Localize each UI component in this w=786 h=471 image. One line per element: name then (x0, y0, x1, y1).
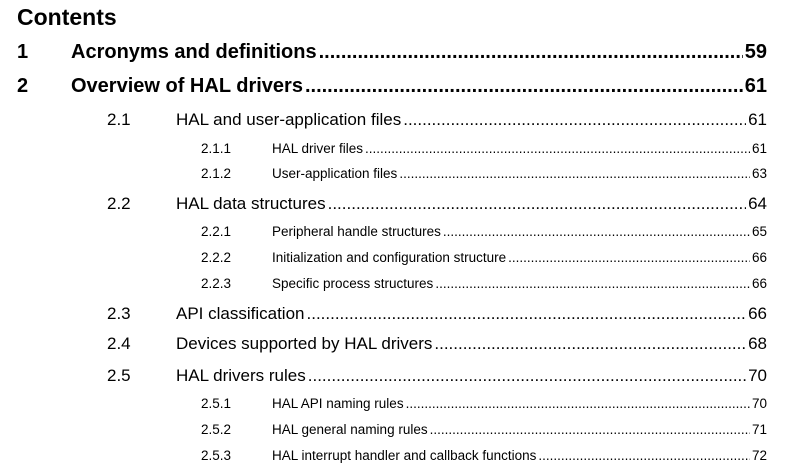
toc-entry-2-2-1[interactable] (201, 224, 767, 239)
toc-number: 2.5.2 (201, 422, 232, 437)
toc-label: HAL general naming rules (272, 422, 428, 437)
toc-page: 66 (751, 276, 767, 291)
dot-leader (308, 366, 746, 386)
toc-entry-2-3[interactable] (107, 304, 767, 324)
toc-entry-1[interactable] (17, 41, 767, 64)
toc-label: HAL data structures (176, 194, 326, 213)
dot-leader (307, 304, 747, 324)
toc-page: 61 (751, 141, 767, 156)
toc-label: HAL drivers rules (176, 366, 306, 385)
toc-number: 2.3 (107, 304, 131, 323)
dot-leader (406, 396, 750, 411)
toc-number: 2.5.3 (201, 448, 232, 463)
toc-page: 70 (748, 366, 767, 385)
toc-number: 2.1.1 (201, 141, 232, 156)
toc-number: 2 (17, 75, 29, 97)
toc-label: HAL API naming rules (272, 396, 404, 411)
toc-label: Acronyms and definitions (71, 41, 317, 63)
toc-label: Specific process structures (272, 276, 434, 291)
toc-page: 71 (751, 422, 767, 437)
toc-page: 65 (751, 224, 767, 239)
toc-number: 2.2.3 (201, 276, 232, 291)
toc-entry-2-5-2[interactable] (201, 422, 767, 437)
toc-number: 2.5.1 (201, 396, 232, 411)
page-title: Contents (17, 4, 117, 30)
toc-page: 68 (748, 334, 767, 353)
toc-entry-2-4[interactable] (107, 334, 767, 354)
dot-leader (319, 41, 743, 64)
toc-number: 2.2.1 (201, 224, 232, 239)
toc-label: Initialization and configuration structure (272, 250, 507, 265)
toc-number: 2.5 (107, 366, 131, 385)
toc-number: 2.1.2 (201, 166, 232, 181)
dot-leader (399, 166, 750, 181)
toc-page: 61 (744, 75, 767, 97)
dot-leader (430, 422, 750, 437)
toc-page: 70 (751, 396, 767, 411)
toc-entry-2-5[interactable] (107, 366, 767, 386)
toc-label: HAL interrupt handler and callback functions (272, 448, 537, 463)
toc-page: 64 (748, 194, 767, 213)
dot-leader (435, 276, 750, 291)
toc-page: 72 (751, 448, 767, 463)
toc-number: 2.4 (107, 334, 131, 353)
toc-entry-2-2[interactable] (107, 194, 767, 214)
toc-entry-2-5-3[interactable] (201, 448, 767, 463)
toc-entry-2[interactable] (17, 75, 767, 98)
toc-entry-2-1-1[interactable] (201, 141, 767, 156)
toc-label: User-application files (272, 166, 398, 181)
toc-page: 63 (751, 166, 767, 181)
toc-entry-2-1[interactable] (107, 110, 767, 130)
dot-leader (403, 110, 746, 130)
toc-number: 2.2 (107, 194, 131, 213)
dot-leader (434, 334, 746, 354)
dot-leader (443, 224, 750, 239)
toc-label: Devices supported by HAL drivers (176, 334, 433, 353)
toc-entry-2-2-3[interactable] (201, 276, 767, 291)
toc-page: 59 (744, 41, 767, 63)
toc-entry-2-5-1[interactable] (201, 396, 767, 411)
dot-leader (305, 75, 743, 98)
toc-label: HAL driver files (272, 141, 364, 156)
dot-leader (328, 194, 746, 214)
toc-label: HAL and user-application files (176, 110, 402, 129)
toc-label: Overview of HAL drivers (71, 75, 303, 97)
toc-page: 66 (748, 304, 767, 323)
toc-number: 1 (17, 41, 29, 63)
toc-label: Peripheral handle structures (272, 224, 441, 239)
toc-page: 66 (751, 250, 767, 265)
dot-leader (365, 141, 750, 156)
dot-leader (508, 250, 750, 265)
toc-page: 61 (748, 110, 767, 129)
dot-leader (538, 448, 750, 463)
toc-entry-2-2-2[interactable] (201, 250, 767, 265)
toc-label: API classification (176, 304, 305, 323)
toc-number: 2.1 (107, 110, 131, 129)
toc-number: 2.2.2 (201, 250, 232, 265)
toc-entry-2-1-2[interactable] (201, 166, 767, 181)
